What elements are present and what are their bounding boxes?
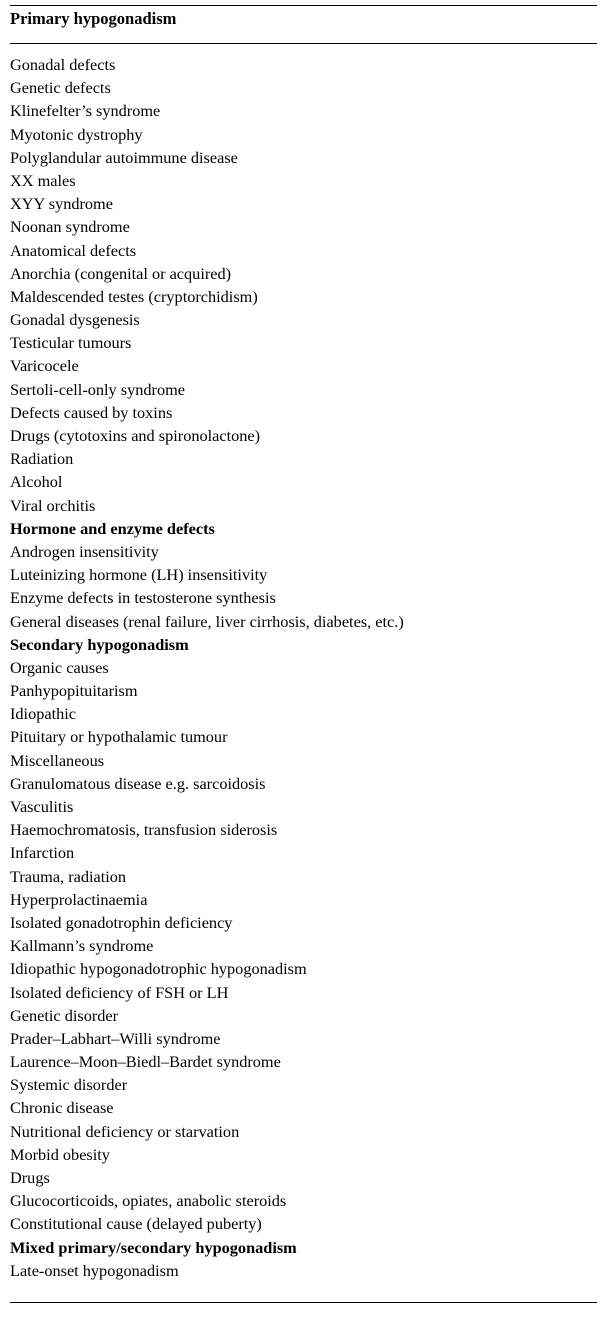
list-item: Defects caused by toxins <box>10 402 173 422</box>
list-item: Systemic disorder <box>10 1075 128 1095</box>
list-item: Pituitary or hypothalamic tumour <box>10 727 228 747</box>
list-item: Granulomatous disease e.g. sarcoidosis <box>10 773 266 793</box>
list-item: Gonadal defects <box>10 55 116 74</box>
list-item: Luteinizing hormone (LH) insensitivity <box>10 565 268 585</box>
list-item: Miscellaneous <box>10 750 105 770</box>
list-item: Radiation <box>10 449 74 469</box>
list-item: Vasculitis <box>10 797 74 816</box>
list-item: XX males <box>10 170 76 190</box>
list-item: Late-onset hypogonadism <box>10 1260 179 1280</box>
list-item: Gonadal dysgenesis <box>10 310 140 330</box>
table-header: Primary hypogonadism <box>10 9 177 28</box>
list-item: Isolated deficiency of FSH or LH <box>10 982 229 1002</box>
section-heading: Mixed primary/secondary hypogonadism <box>10 1237 297 1257</box>
list-item: Laurence–Moon–Biedl–Bardet syndrome <box>10 1052 281 1072</box>
list-item: Morbid obesity <box>10 1144 110 1164</box>
list-item: Trauma, radiation <box>10 866 127 886</box>
list-item: Polyglandular autoimmune disease <box>10 147 238 167</box>
list-item: Alcohol <box>10 472 63 492</box>
list-item: Noonan syndrome <box>10 217 130 237</box>
list-item: Varicocele <box>10 356 79 376</box>
table-header-rule <box>10 43 597 44</box>
list-item: Chronic disease <box>10 1098 114 1118</box>
table-top-rule <box>10 5 597 6</box>
list-item: Hyperprolactinaemia <box>10 889 148 909</box>
list-item: Idiopathic <box>10 704 77 724</box>
list-item: Isolated gonadotrophin deficiency <box>10 912 233 932</box>
list-item: Drugs (cytotoxins and spironolactone) <box>10 426 261 445</box>
list-item: Maldescended testes (cryptorchidism) <box>10 286 258 306</box>
list-item: Androgen insensitivity <box>10 541 159 561</box>
list-item: Testicular tumours <box>10 333 132 353</box>
list-item: Kallmann’s syndrome <box>10 936 154 956</box>
list-item: Myotonic dystrophy <box>10 124 143 144</box>
list-item: Klinefelter’s syndrome <box>10 101 161 121</box>
list-item: Idiopathic hypogonadotrophic hypogonadism <box>10 959 307 979</box>
section-heading: Secondary hypogonadism <box>10 634 189 654</box>
list-item: Drugs <box>10 1168 50 1187</box>
list-item: Glucocorticoids, opiates, anabolic steroids <box>10 1191 287 1211</box>
list-item: Viral orchitis <box>10 495 96 515</box>
list-item: Constitutional cause (delayed puberty) <box>10 1214 262 1234</box>
list-item: General diseases (renal failure, liver cirrhosis, diabetes, etc.) <box>10 611 404 631</box>
list-item: Infarction <box>10 843 75 863</box>
list-item: Genetic defects <box>10 78 111 98</box>
section-heading: Hormone and enzyme defects <box>10 518 215 538</box>
list-item: Nutritional deficiency or starvation <box>10 1121 240 1141</box>
table-bottom-rule <box>10 1302 597 1303</box>
list-item: Anatomical defects <box>10 240 137 260</box>
list-item: Haemochromatosis, transfusion siderosis <box>10 820 278 840</box>
list-item: Organic causes <box>10 657 109 677</box>
list-item: Genetic disorder <box>10 1005 119 1025</box>
list-item: Panhypopituitarism <box>10 681 138 701</box>
list-item: Enzyme defects in testosterone synthesis <box>10 588 276 608</box>
list-item: Sertoli-cell-only syndrome <box>10 379 185 399</box>
classification-list <box>10 53 404 1282</box>
list-item: Prader–Labhart–Willi syndrome <box>10 1028 221 1048</box>
list-item: Anorchia (congenital or acquired) <box>10 263 232 283</box>
list-item: XYY syndrome <box>10 194 113 214</box>
